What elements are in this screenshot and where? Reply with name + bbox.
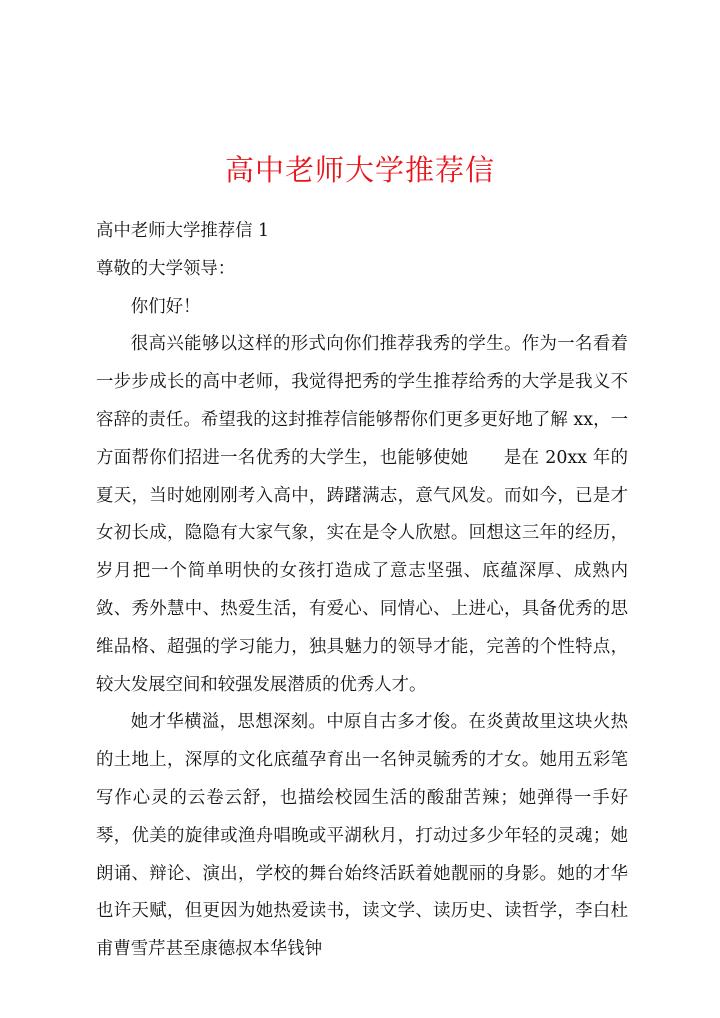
letter-salutation: 尊敬的大学领导： <box>96 258 236 279</box>
letter-paragraph-1: 很高兴能够以这样的形式向你们推荐我秀的学生。作为一名看着一步步成长的高中老师，我觉得把秀的学生推荐给秀的大学是我义不容辞的责任。希望我的这封推荐信能够帮你们更多更好地了解 xx，一方面帮你们招进一名优秀的大学生，也能够使她 是在 20xx 年的夏天，当时她刚刚考入高中，踌躇满志，意气风发。而如今，已是才女初长成，隐隐有大家气象，实在是令人欣慰。回想这三年的经历，岁月把一个简单明快的女孩打造成了意志坚强、底蕴深厚、成熟内敛、秀外慧中、热爱生活，有爱心、同情心、上进心，具备优秀的思维品格、超强的学习能力，独具魅力的领导才能，完善的个性特点，较大发展空间和较强发展潜质的优秀人才。 <box>96 334 628 695</box>
letter-paragraph-2: 她才华横溢，思想深刻。中原自古多才俊。在炎黄故里这块火热的土地上，深厚的文化底蕴孕育出一名钟灵毓秀的才女。她用五彩笔写作心灵的云卷云舒，也描绘校园生活的酸甜苦辣；她弹得一手好琴，优美的旋律或渔舟唱晚或平湖秋月，打动过多少年轻的灵魂；她朗诵、辩论、演出，学校的舞台始终活跃着她靓丽的身影。她的才华也许天赋，但更因为她热爱读书，读文学、读历史、读哲学，李白杜甫曹雪芹甚至康德叔本华钱钟 <box>96 712 628 960</box>
letter-greeting: 你们好！ <box>130 296 201 317</box>
letter-body <box>96 213 628 969</box>
letter-heading: 高中老师大学推荐信 1 <box>96 221 270 241</box>
document-title: 高中老师大学推荐信 <box>224 153 495 187</box>
